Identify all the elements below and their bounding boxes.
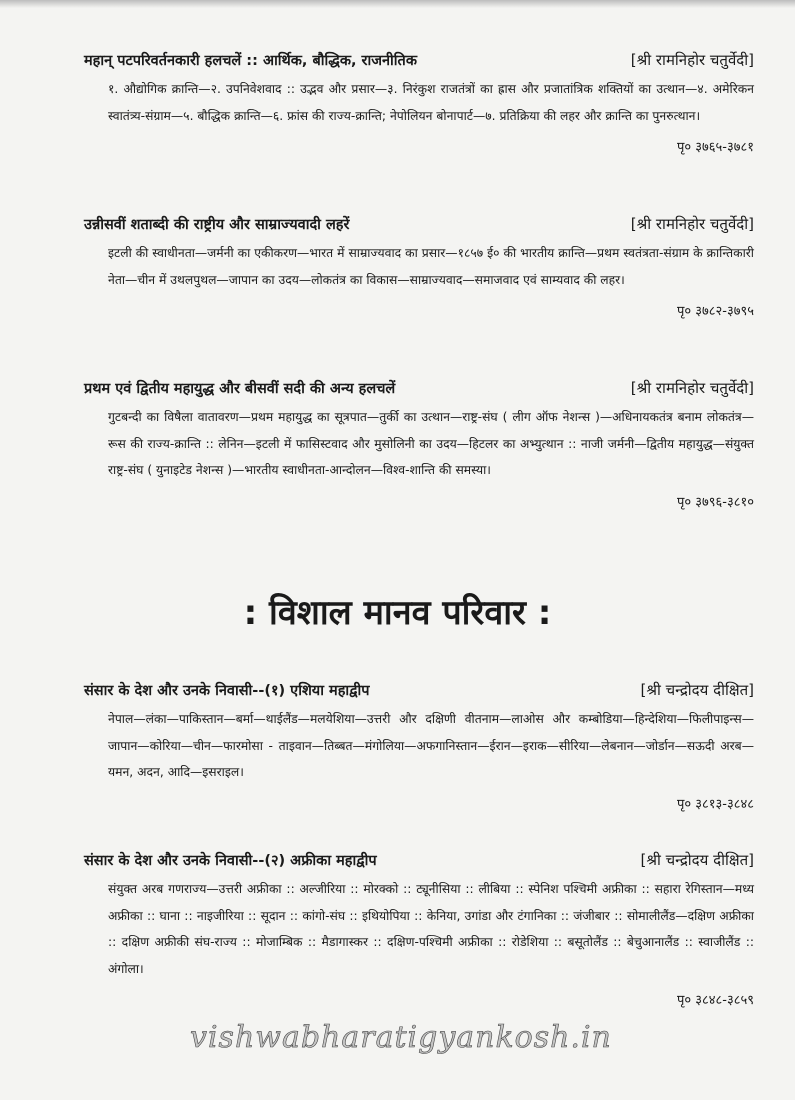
section-title: उन्नीसवीं शताब्दी की राष्ट्रीय और साम्राज्यवादी लहरें (84, 217, 350, 233)
section-2 (84, 214, 754, 319)
section-pages: पृ० ३७६५-३७८१ (676, 140, 754, 155)
section-title: प्रथम एवं द्वितीय महायुद्ध और बीसवीं सदी की अन्य हलचलें (84, 381, 396, 397)
section-pages: पृ० ३८४८-३८५९ (676, 993, 754, 1008)
section-author: [श्री चन्द्रोदय दीक्षित] (640, 851, 754, 869)
section-title: संसार के देश और उनके निवासी--(१) एशिया महाद्वीप (84, 683, 370, 699)
section-title: महान् पटपरिवर्तनकारी हलचलें :: आर्थिक, बौद्धिक, राजनीतिक (84, 53, 417, 69)
section-author: [श्री रामनिहोर चतुर्वेदी] (630, 215, 754, 233)
section-5 (84, 850, 754, 1008)
section-1 (84, 50, 754, 155)
section-author: [श्री रामनिहोर चतुर्वेदी] (630, 379, 754, 397)
section-4 (84, 680, 754, 812)
section-title: संसार के देश और उनके निवासी--(२) अफ्रीका महाद्वीप (84, 853, 377, 869)
section-body: नेपाल—लंका—पाकिस्तान—बर्मा—थाईलैंड—मलयेशिया—उत्तरी और दक्षिणी वीतनाम—लाओस और कम्बोडिया—हिन्देशिया—फिलीपाइन्स—जापान—कोरिया—चीन—फारमोसा - ताइवान—तिब्बत—मंगोलिया—अफगानिस्तान—ईरान—इराक—सीरिया—लेबनान—जोर्डान—सऊदी अरब—यमन, अदन, आदि—इसराइल। (108, 712, 754, 779)
section-body: संयुक्त अरब गणराज्य—उत्तरी अफ्रीका :: अल्जीरिया :: मोरक्को :: ट्यूनीसिया :: लीबिया :: स्पेनिश पश्चिमी अफ्रीका :: सहारा रेगिस्तान—मध्य अफ्रीका :: घाना :: नाइजीरिया :: सूदान :: कांगो-संघ :: इथियोपिया :: केनिया, उगांडा और टंगानिका :: जंजीबार :: सोमालीलैंड—दक्षिण अफ्रीका :: दक्षिण अफ्रीकी संघ-राज्य :: मोजाम्बिक :: मैडागास्कर :: दक्षिण-पश्चिमी अफ्रीका :: रोडेशिया :: बसूतोलैंड :: बेचुआनालैंड :: स्वाजीलैंड :: अंगोला। (108, 882, 754, 976)
section-pages: पृ० ३८१३-३८४८ (676, 796, 754, 812)
section-pages: पृ० ३७९६-३८१० (676, 494, 754, 510)
scan-edge (0, 0, 795, 8)
section-body: गुटबन्दी का विषैला वातावरण—प्रथम महायुद्ध का सूत्रपात—तुर्की का उत्थान—राष्ट्र-संघ ( लीग ऑफ नेशन्स )—अधिनायकतंत्र बनाम लोकतंत्र—रूस की राज्य-क्रान्ति :: लेनिन—इटली में फासिस्टवाद और मुसोलिनी का उदय—हिटलर का अभ्युत्थान :: नाजी जर्मनी—द्वितीय महायुद्ध—संयुक्त राष्ट्र-संघ ( युनाइटेड नेशन्स )—भारतीय स्वाधीनता-आन्दोलन—विश्व-शान्ति की समस्या। (108, 410, 754, 477)
section-pages: पृ० ३७८२-३७९५ (676, 304, 754, 319)
watermark: vishwabharatigyankosh.in (190, 1020, 612, 1055)
section-3 (84, 378, 754, 510)
section-body: १. औद्योगिक क्रान्ति—२. उपनिवेशवाद :: उद्भव और प्रसार—३. निरंकुश राजतंत्रों का ह्रास और प्रजातांत्रिक शक्तियों का उत्थान—४. अमेरिकन स्वातंत्र्य-संग्राम—५. बौद्धिक क्रान्ति—६. फ्रांस की राज्य-क्रान्ति; नेपोलियन बोनापार्ट—७. प्रतिक्रिया की लहर और क्रान्ति का पुनरुत्थान। (108, 82, 754, 123)
section-body: इटली की स्वाधीनता—जर्मनी का एकीकरण—भारत में साम्राज्यवाद का प्रसार—१८५७ ई० की भारतीय क्रान्ति—प्रथम स्वतंत्रता-संग्राम के क्रान्तिकारी नेता—चीन में उथलपुथल—जापान का उदय—लोकतंत्र का विकास—साम्राज्यवाद—समाजवाद एवं साम्यवाद की लहर। (108, 246, 754, 287)
section-author: [श्री चन्द्रोदय दीक्षित] (640, 681, 754, 699)
part-title: : विशाल मानव परिवार : (243, 593, 552, 633)
section-author: [श्री रामनिहोर चतुर्वेदी] (630, 51, 754, 69)
